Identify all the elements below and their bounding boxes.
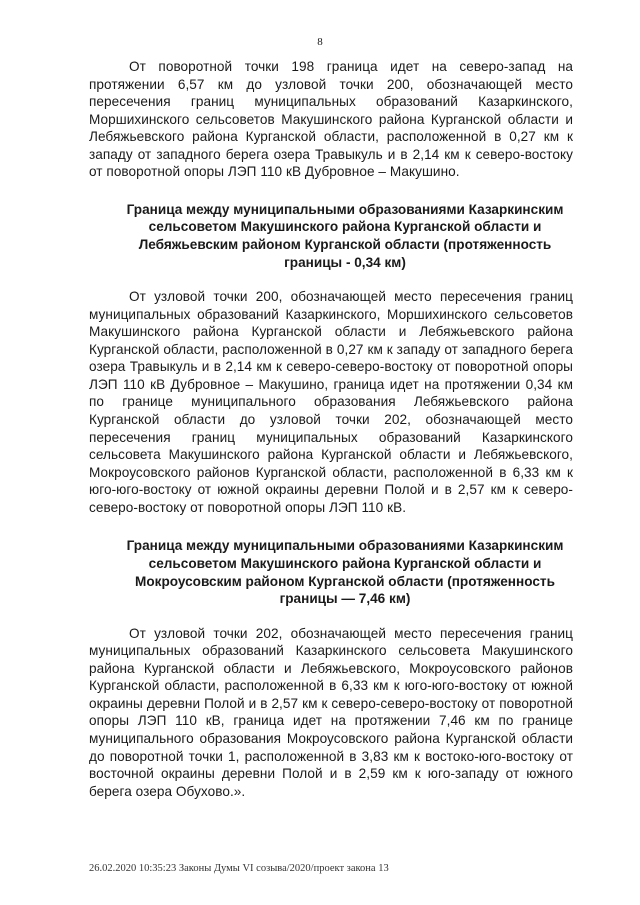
paragraph-3: От узловой точки 202, обозначающей место пересечения границ муниципальных образований Казаркинского сельсовета Макушинского района Курганской области и Лебяжьевского, Мокроусовского районов Курганской области, расположенной в 6,33 км к юго-юго-востоку от южной окраины деревни Полой и в 2,57 км к северо-северо-востоку от поворотной опоры ЛЭП 110 кВ, граница идет на протяжении 7,46 км по границе муниципального образования Мокроусовского района Курганской области до поворотной точки 1, расположенной в 3,83 км к востоко-юго-востоку от восточной окраины деревни Полой и в 2,59 км к юго-западу от южного берега озера Обухово.». — [89, 625, 573, 799]
section-heading-1: Граница между муниципальными образованиями Казаркинским сельсоветом Макушинского района Курганской области и Лебяжьевским районом Курганской области (протяженность границы - 0,34 км) — [126, 201, 564, 270]
section-heading-2: Граница между муниципальными образованиями Казаркинским сельсоветом Макушинского района Курганской области и Мокроусовским районом Курганской области (протяженность границы — 7,46 км) — [126, 538, 564, 607]
footer-stamp: 26.02.2020 10:35:23 Законы Думы VI созыва/2020/проект закона 13 — [89, 863, 389, 874]
paragraph-1: От поворотной точки 198 граница идет на северо-запад на протяжении 6,57 км до узловой точки 200, обозначающей место пересечения границ муниципальных образований Казаркинского, Моршихинского сельсоветов Макушинского района Курганской области и Лебяжьевского района Курганской области, расположенной в 0,27 км к западу от западного берега озера Травыкуль и в 2,14 км к северо-востоку от поворотной опоры ЛЭП 110 кВ Дубровное – Макушино. — [89, 59, 573, 180]
page-number: 8 — [317, 36, 323, 48]
document-body — [89, 58, 573, 800]
paragraph-2: От узловой точки 200, обозначающей место пересечения границ муниципальных образований Казаркинского, Моршихинского сельсоветов Макушинского района Курганской области и Лебяжьевского района Курганской области, расположенной в 0,27 км к западу от западного берега озера Травыкуль и в 2,14 км к северо-северо-востоку от поворотной опоры ЛЭП 110 кВ Дубровное – Макушино, граница идет на протяжении 0,34 км по границе муниципального образования Лебяжьевского района Курганской области до узловой точки 202, обозначающей место пересечения границ муниципальных образований Казаркинского сельсовета Макушинского района Курганской области и Лебяжьевского, Мокроусовского районов Курганской области, расположенной в 6,33 км к юго-юго-востоку от южной окраины деревни Полой и в 2,57 км к северо-северо-востоку от поворотной опоры ЛЭП 110 кВ. — [89, 289, 573, 515]
